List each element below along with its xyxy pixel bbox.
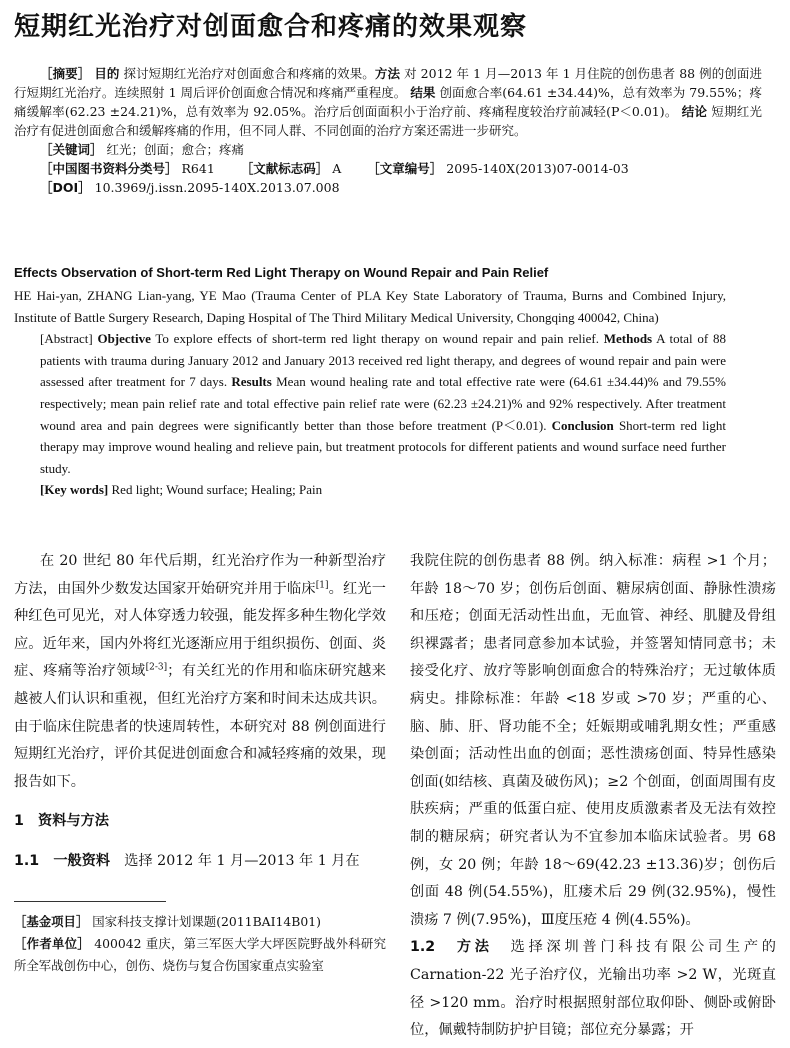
results-label: 结果 <box>410 85 436 100</box>
english-title: Effects Observation of Short-term Red Light Therapy on Wound Repair and Pain Relief <box>14 265 549 280</box>
english-results-label: Results <box>231 374 272 390</box>
objective-text: 探讨短期红光治疗对创面愈合和疼痛的效果。 <box>123 66 375 81</box>
english-affiliation: (Trauma Center of PLA Key State Laboratory of Trauma, Burns and Combined Injury, Institute of Battle Surgery Research, Daping Hospital of The Third Military Medical University, Chongqing 400042, China) <box>14 288 727 325</box>
article-no-value: 2095-140X(2013)07-0014-03 <box>446 161 629 176</box>
body-column-right <box>410 548 776 1045</box>
doi-label: ［DOI］ <box>40 180 91 195</box>
reference-1[interactable]: [1] <box>315 579 329 590</box>
article-no-label: ［文章编号］ <box>367 161 443 176</box>
article-title: 短期红光治疗对创面愈合和疼痛的效果观察 <box>14 12 528 42</box>
english-results-text: Mean wound healing rate and total effective rate were (64.61 ±34.44)% and 79.55% respectively; mean pain relief rate and total effective pain relief rate were (62.23 ±24.21)% and 92% respectively. After treatment wound area and pain degrees were significantly better than those before treatment (P＜0.01). <box>40 374 727 433</box>
methods-text: 对 2012 年 1 月—2013 年 1 月住院的创伤患者 88 例的创面进行短期红光治疗。连续照射 1 周后评价创面愈合情况和疼痛严重程度。 <box>14 66 762 100</box>
english-abstract-paragraph <box>14 328 726 479</box>
results-text: 创面愈合率(64.61 ±34.44)%，总有效率为 79.55%；疼痛缓解率(62.23 ±24.21)%，总有效率为 92.05%。治疗后创面面积小于治疗前、疼痛程度较治疗前减轻(P＜0.01)。 <box>14 85 762 119</box>
keywords-text: 红光；创面；愈合；疼痛 <box>106 142 245 157</box>
section-1-2-text: 选择深圳普门科技有限公司生产的 Carnation-22 光子治疗仪，光输出功率 >2 W，光斑直径 >120 mm。治疗时根据照射部位取仰卧、侧卧或俯卧位，佩戴特制防护护目镜；部位充分暴露；开 <box>410 939 776 1039</box>
doi-line <box>14 178 762 197</box>
doc-code-label: ［文献标志码］ <box>240 161 329 176</box>
objective-label: 目的 <box>94 66 120 81</box>
abstract-paragraph <box>14 64 762 140</box>
intro-text-2: 。红光一种红色可见光，对人体穿透力较强，能发挥多种生物化学效应。近年来，国内外将红光逐渐应用于组织损伤、创面、炎症、疼痛等治疗领域 <box>14 580 386 680</box>
english-keywords-line <box>14 479 726 501</box>
methods-label: 方法 <box>374 66 401 81</box>
intro-text-3: ；有关红光的作用和临床研究越来越被人们认识和重视，但红光治疗方案和时间未达成共识。由于临床住院患者的快速周转性，本研究对 88 例创面进行短期红光治疗，评价其促进创面愈合和减轻疼痛的效果，现报告如下。 <box>14 663 386 790</box>
section-1-2-heading: 1.2 方法 <box>410 939 493 956</box>
chinese-abstract <box>14 64 762 197</box>
section-1-1-start <box>14 848 386 876</box>
english-keywords-text: Red light; Wound surface; Healing; Pain <box>111 482 323 498</box>
section-1-heading: 1 资料与方法 <box>14 813 109 830</box>
english-methods-label: Methods <box>603 331 653 347</box>
english-methods-text: A total of 88 patients with trauma during January 2012 and January 2013 received red light therapy, and degrees of wound repair and pain were assessed after treatment for 7 days. <box>40 331 726 390</box>
footnote-divider <box>14 901 166 902</box>
english-conclusion-label: Conclusion <box>551 417 614 433</box>
english-authors: HE Hai-yan, ZHANG Lian-yang, YE Mao <box>14 288 246 303</box>
fund-footnote <box>14 911 386 933</box>
english-keywords-label: [Key words] <box>40 482 109 498</box>
fund-text: 国家科技支撑计划课题(2011BAI14B01) <box>92 914 321 929</box>
english-conclusion-text: Short-term red light therapy may improve wound healing and relieve pain, but treatment protocols for different patients and wound surface need further study. <box>40 417 727 476</box>
author-unit-label: ［作者单位］ <box>14 936 90 951</box>
footnotes <box>14 911 386 977</box>
keywords-label: ［关键词］ <box>40 142 103 157</box>
section-1-1-text-start: 选择 2012 年 1 月—2013 年 1 月在 <box>124 852 360 869</box>
doc-code-value: A <box>332 161 342 176</box>
intro-text-1: 在 20 世纪 80 年代后期，红光治疗作为一种新型治疗方法，由国外少数发达国家开始研究并用于临床 <box>14 553 386 597</box>
clc-value: R641 <box>181 161 215 176</box>
clc-label: ［中国图书资料分类号］ <box>40 161 178 176</box>
fund-label: ［基金项目］ <box>14 914 89 929</box>
author-unit-text: 400042 重庆，第三军医大学大坪医院野战外科研究所全军战创伤中心，创伤、烧伤与复合伤国家重点实验室 <box>14 936 386 973</box>
body-column-left <box>14 548 386 876</box>
english-abstract-label: [Abstract] <box>40 331 93 347</box>
section-1-2 <box>410 934 776 1044</box>
abstract-label: ［摘要］ <box>40 66 91 81</box>
doi-value: 10.3969/j.issn.2095-140X.2013.07.008 <box>94 180 340 195</box>
english-objective-text: To explore effects of short-term red light therapy on wound repair and pain relief. <box>155 331 599 347</box>
english-objective-label: Objective <box>97 331 151 347</box>
english-abstract <box>14 285 726 501</box>
keywords-line <box>14 140 762 159</box>
author-unit-footnote <box>14 933 386 977</box>
section-1-1-continued: 我院住院的创伤患者 88 例。纳入标准：病程 >1 个月；年龄 18～70 岁；创伤后创面、糖尿病创面、静脉性溃疡和压疮；创面无活动性出血，无血管、神经、肌腱及骨组织裸露者；患者同意参加本试验，并签署知情同意书；未接受化疗、放疗等影响创面愈合的特殊治疗；无过敏体质病史。排除标准：年龄 <18 岁或 >70 岁；严重的心、脑、肺、肝、肾功能不全；妊娠期或哺乳期女性；严重感染创面；活动性出血的创面；恶性溃疡创面、特异性感染创面(如结核、真菌及破伤风)；≥2 个创面，创面周围有皮肤疾病；严重的低蛋白症、使用皮质激素者及无法有效控制的糖尿病；研究者认为不宜参加本临床试验者。男 68 例，女 20 例；年龄 18～69(42.23 ±13.36)岁；创伤后创面 48 例(54.55%)，肛瘘术后 29 例(32.95%)，慢性溃疡 7 例(7.95%)，Ⅲ度压疮 4 例(4.55%)。 <box>410 553 776 928</box>
reference-2-3[interactable]: [2-3] <box>145 662 168 673</box>
intro-paragraph <box>14 548 386 796</box>
conclusion-text: 短期红光治疗有促进创面愈合和缓解疼痛的作用，但不同人群、不同创面的治疗方案还需进一步研究。 <box>14 104 762 138</box>
classification-line <box>14 159 762 178</box>
english-authors-block <box>14 285 726 328</box>
section-1-1-heading: 1.1 一般资料 <box>14 852 111 869</box>
conclusion-label: 结论 <box>681 104 708 119</box>
